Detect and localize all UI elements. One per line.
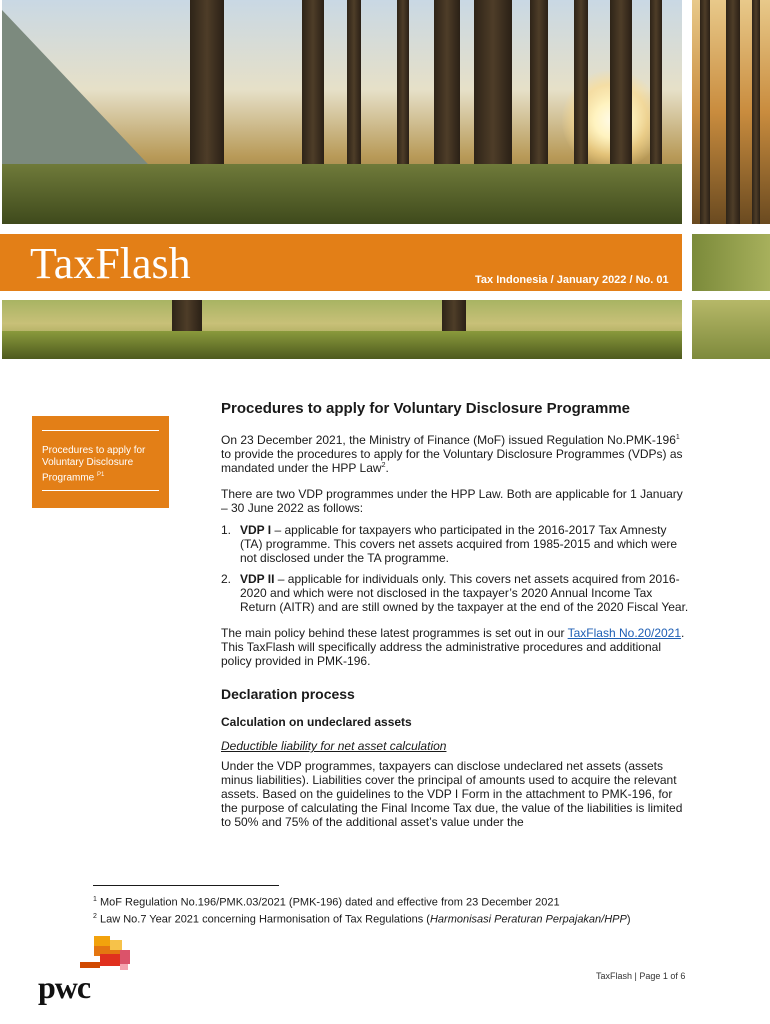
page-number: TaxFlash | Page 1 of 6 xyxy=(596,971,686,981)
pwc-wordmark: pwc xyxy=(38,969,91,1005)
programme-list xyxy=(221,523,691,614)
footnote: $^1$ MoF Regulation No.196/PMK.03/2021 (PMK-196) dated and effective from 23 December 2021 xyxy=(93,896,560,909)
tree-trunk xyxy=(752,0,760,224)
divider xyxy=(42,430,159,431)
list-item: 1. VDP I – applicable for taxpayers who participated in the 2016-2017 Tax Amnesty (TA) programme. This covers net assets acquired from 1985-2015 and which were not disclosed under the TA programme. xyxy=(221,523,678,565)
tree-trunk xyxy=(726,0,740,224)
footnote-ref[interactable]: 1 xyxy=(675,434,680,441)
section-heading: Declaration process xyxy=(221,686,355,702)
pwc-logo-mark xyxy=(38,936,138,972)
subheading: Calculation on undeclared assets xyxy=(221,715,412,729)
footnote: $^2$ Law No.7 Year 2021 concerning Harmonisation of Tax Regulations (Harmonisasi Peraturan Perpajakan/HPP) xyxy=(93,912,631,926)
header-photo-side-meadow xyxy=(692,300,770,359)
hillside xyxy=(2,164,682,224)
header-photo-meadow xyxy=(2,300,682,359)
divider xyxy=(42,490,159,491)
sidebar-callout xyxy=(32,416,169,508)
header-photo-side xyxy=(692,0,770,224)
footnotes xyxy=(93,893,631,926)
programmes-paragraph: There are two VDP programmes under the HPP Law. Both are applicable for 1 January – 30 June 2022 as follows: xyxy=(221,487,683,515)
subsubheading: Deductible liability for net asset calculation xyxy=(221,739,447,753)
policy-paragraph: The main policy behind these latest programmes is set out in our TaxFlash No.20/2021. This TaxFlash will specifically address the administrative procedures and additional policy provided in PMK-196. xyxy=(221,626,685,668)
tree-trunk xyxy=(700,0,710,224)
footnote-ref[interactable]: 2 xyxy=(381,462,386,469)
brand-title: TaxFlash xyxy=(30,239,191,288)
intro-paragraph: On 23 December 2021, the Ministry of Finance (MoF) issued Regulation $No.PMK-196^1$ to provide the procedures to apply for the Voluntary Disclosure Programmes (VDPs) as mandated under the HPP Law$^2$. xyxy=(221,433,683,475)
header-photo-forest xyxy=(2,0,682,224)
sidebar-label: Procedures to apply for Voluntary Disclosure Programme $^{P1}$ xyxy=(42,445,146,484)
article-title: Procedures to apply for Voluntary Disclosure Programme xyxy=(221,400,630,417)
list-term: VDP I xyxy=(240,523,272,537)
list-term: VDP II xyxy=(240,572,275,586)
sidebar-marker: P1 xyxy=(97,472,105,478)
taxflash-link[interactable]: TaxFlash No.20/2021 xyxy=(567,626,682,640)
pwc-logo xyxy=(38,936,138,1006)
meadow-grass xyxy=(2,331,682,359)
body-paragraph: Under the VDP programmes, taxpayers can disclose undeclared net assets (assets minus liabilities). Liabilities cover the principal of amounts used to acquire the relevant assets. Based on the guidelines to the VDP I Form in the attachment to PMK-196, for the purpose of calculating the Final Income Tax due, the value of the liabilities is limited to 50% and 75% of the additional asset’s value under the xyxy=(221,759,683,829)
issue-line: Tax Indonesia / January 2022 / No. 01 xyxy=(475,274,669,286)
list-item: 2. VDP II – applicable for individuals only. This covers net assets acquired from 2016-2020 and which were not disclosed in the taxpayer’s 2020 Annual Income Tax Return (AITR) and are still owned by the taxpayer at the end of the 2020 Fiscal Year. xyxy=(221,572,689,614)
footnote-divider xyxy=(93,885,279,886)
article xyxy=(221,400,691,841)
header-band-side xyxy=(692,234,770,291)
